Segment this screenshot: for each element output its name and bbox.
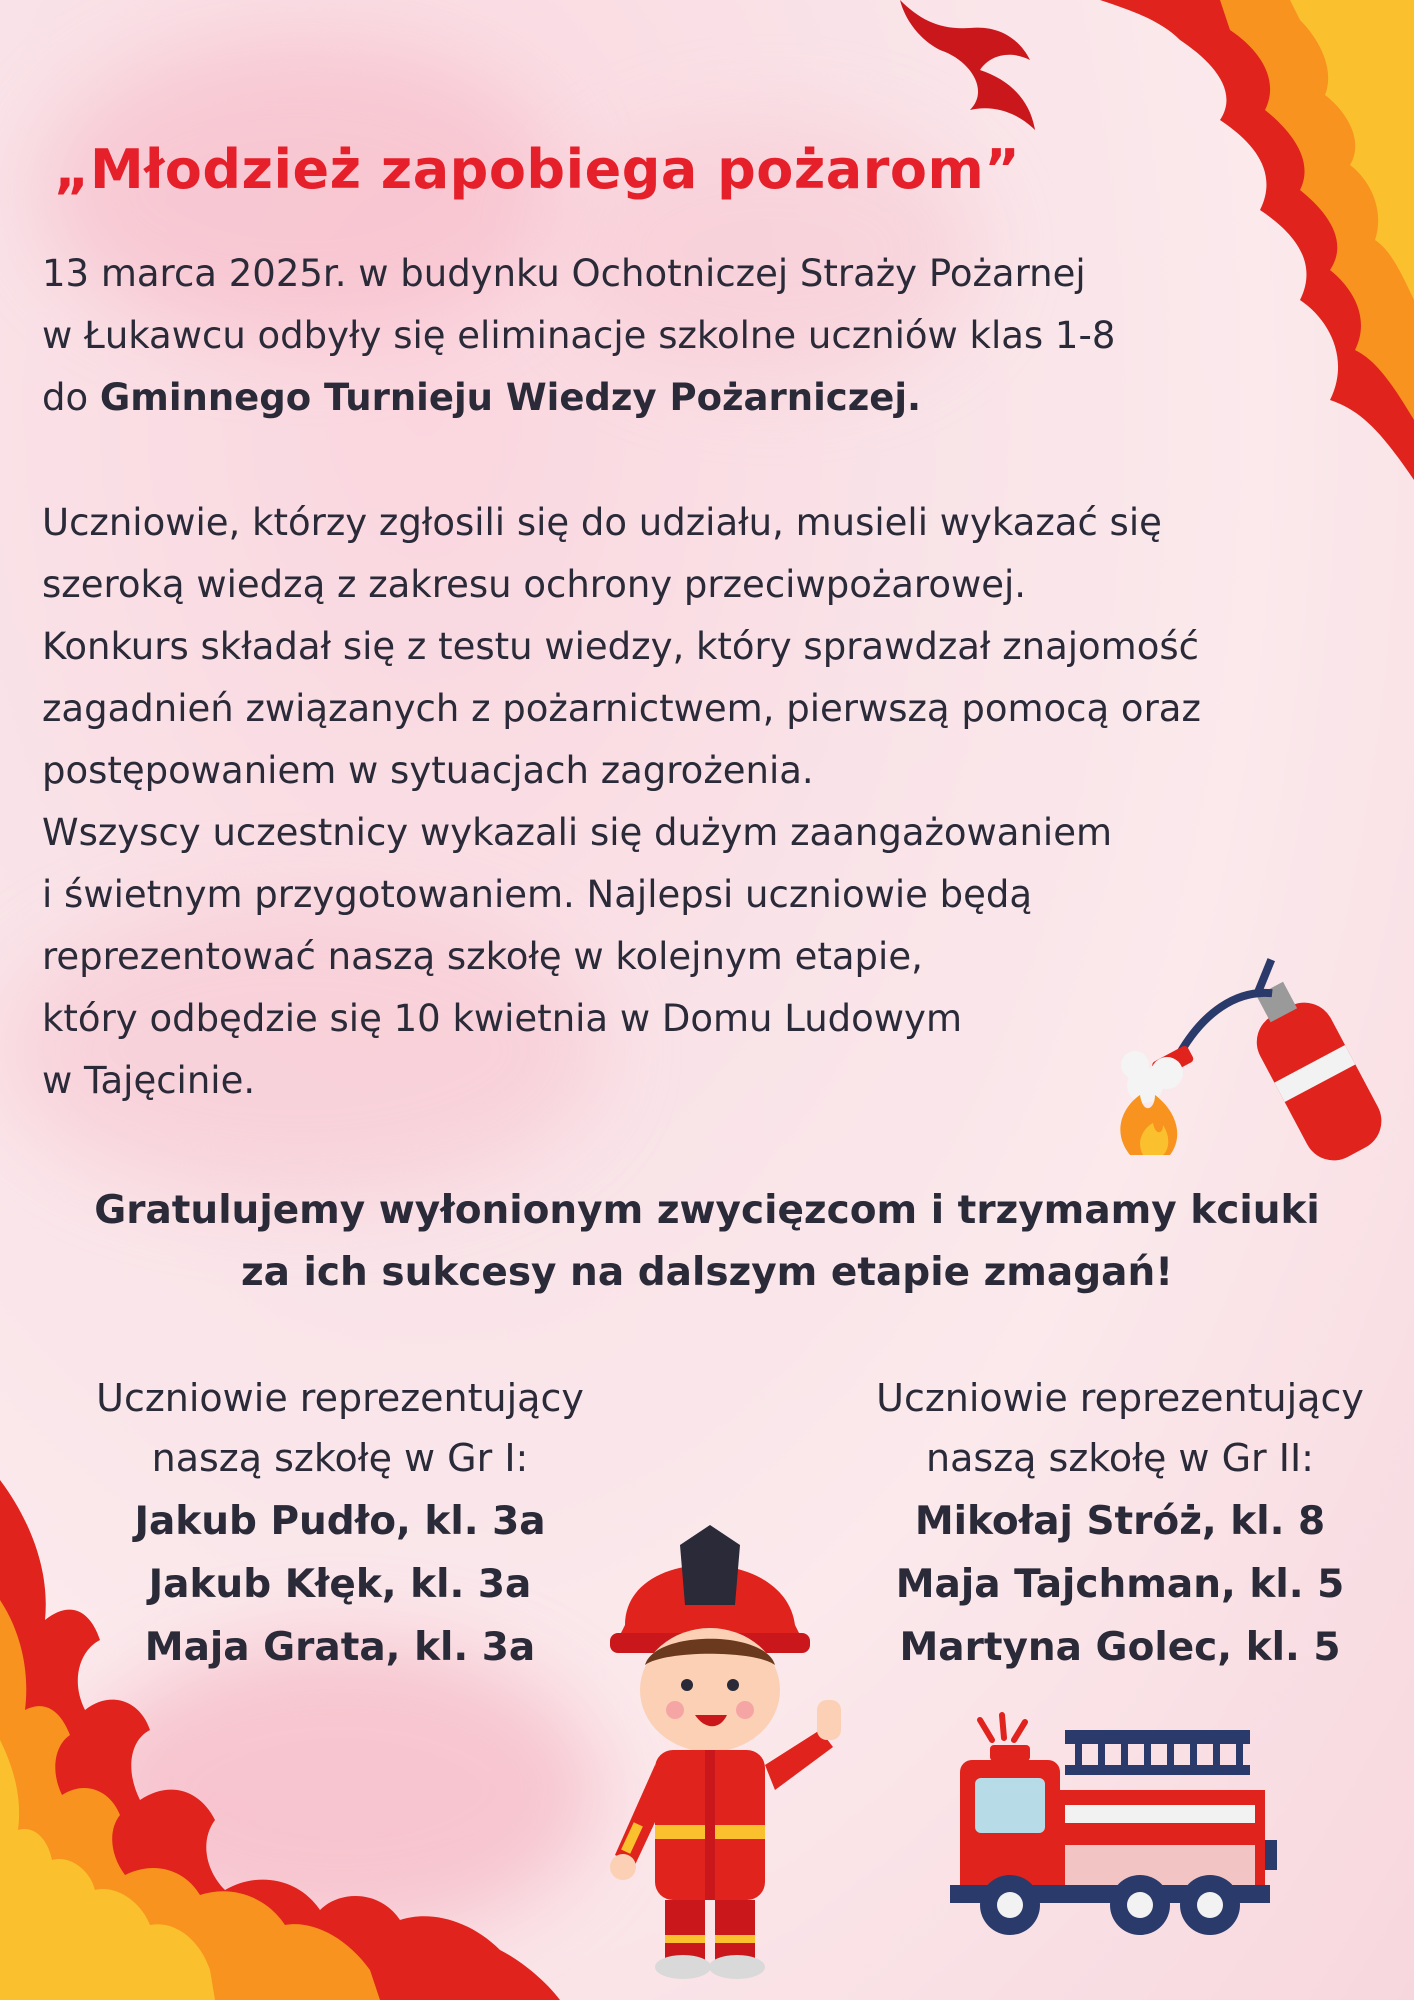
body-line: w Tajęcinie. — [42, 1059, 256, 1102]
intro-paragraph — [42, 243, 1115, 429]
student-name: Jakub Pudło, kl. 3a — [134, 1499, 546, 1544]
body-line: Wszyscy uczestnicy wykazali się dużym zaangażowaniem — [42, 811, 1113, 854]
body-line: reprezentować naszą szkołę w kolejnym etapie, — [42, 935, 923, 978]
body-line: postępowaniem w sytuacjach zagrożenia. — [42, 749, 814, 792]
competition-name: Gminnego Turnieju Wiedzy Pożarniczej. — [99, 376, 922, 419]
body-line: który odbędzie się 10 kwietnia w Domu Ludowym — [42, 997, 962, 1040]
body-line: szeroką wiedzą z zakresu ochrony przeciwpożarowej. — [42, 563, 1027, 606]
group1-heading-line: naszą szkołę w Gr I: — [151, 1436, 529, 1480]
student-name: Mikołaj Stróż, kl. 8 — [914, 1499, 1326, 1544]
body-paragraph — [42, 492, 1201, 1112]
intro-line: do — [42, 376, 100, 419]
body-line: Uczniowie, którzy zgłosili się do udziału, musieli wykazać się — [42, 501, 1162, 544]
group2-heading-line: naszą szkołę w Gr II: — [926, 1436, 1314, 1480]
body-line: i świetnym przygotowaniem. Najlepsi uczniowie będą — [42, 873, 1033, 916]
poster-title: „Młodzież zapobiega pożarom” — [54, 138, 1021, 201]
group1-students — [120, 1490, 560, 1679]
student-name: Maja Tajchman, kl. 5 — [895, 1562, 1345, 1607]
group2-students — [880, 1490, 1360, 1679]
group2-heading — [840, 1368, 1400, 1488]
intro-line: 13 marca 2025r. w budynku Ochotniczej Straży Pożarnej — [42, 252, 1086, 295]
fire-extinguisher-icon — [1105, 945, 1395, 1165]
group1-heading — [80, 1368, 600, 1488]
intro-line: w Łukawcu odbyły się eliminacje szkolne uczniów klas 1-8 — [42, 314, 1116, 357]
group2-heading-line: Uczniowie reprezentujący — [876, 1376, 1364, 1420]
congrats-line: Gratulujemy wyłonionym zwycięzcom i trzymamy kciuki — [94, 1188, 1320, 1233]
congratulations-text — [0, 1180, 1414, 1304]
firefighter-boy-icon — [595, 1515, 875, 1985]
body-line: zagadnień związanych z pożarnictwem, pierwszą pomocą oraz — [42, 687, 1201, 730]
body-line: Konkurs składał się z testu wiedzy, który sprawdzał znajomość — [42, 625, 1199, 668]
student-name: Jakub Kłęk, kl. 3a — [148, 1562, 532, 1607]
group1-heading-line: Uczniowie reprezentujący — [96, 1376, 584, 1420]
congrats-line: za ich sukcesy na dalszym etapie zmagań! — [240, 1250, 1174, 1295]
student-name: Martyna Golec, kl. 5 — [899, 1625, 1341, 1670]
fire-truck-icon — [950, 1710, 1280, 1950]
student-name: Maja Grata, kl. 3a — [144, 1625, 536, 1670]
